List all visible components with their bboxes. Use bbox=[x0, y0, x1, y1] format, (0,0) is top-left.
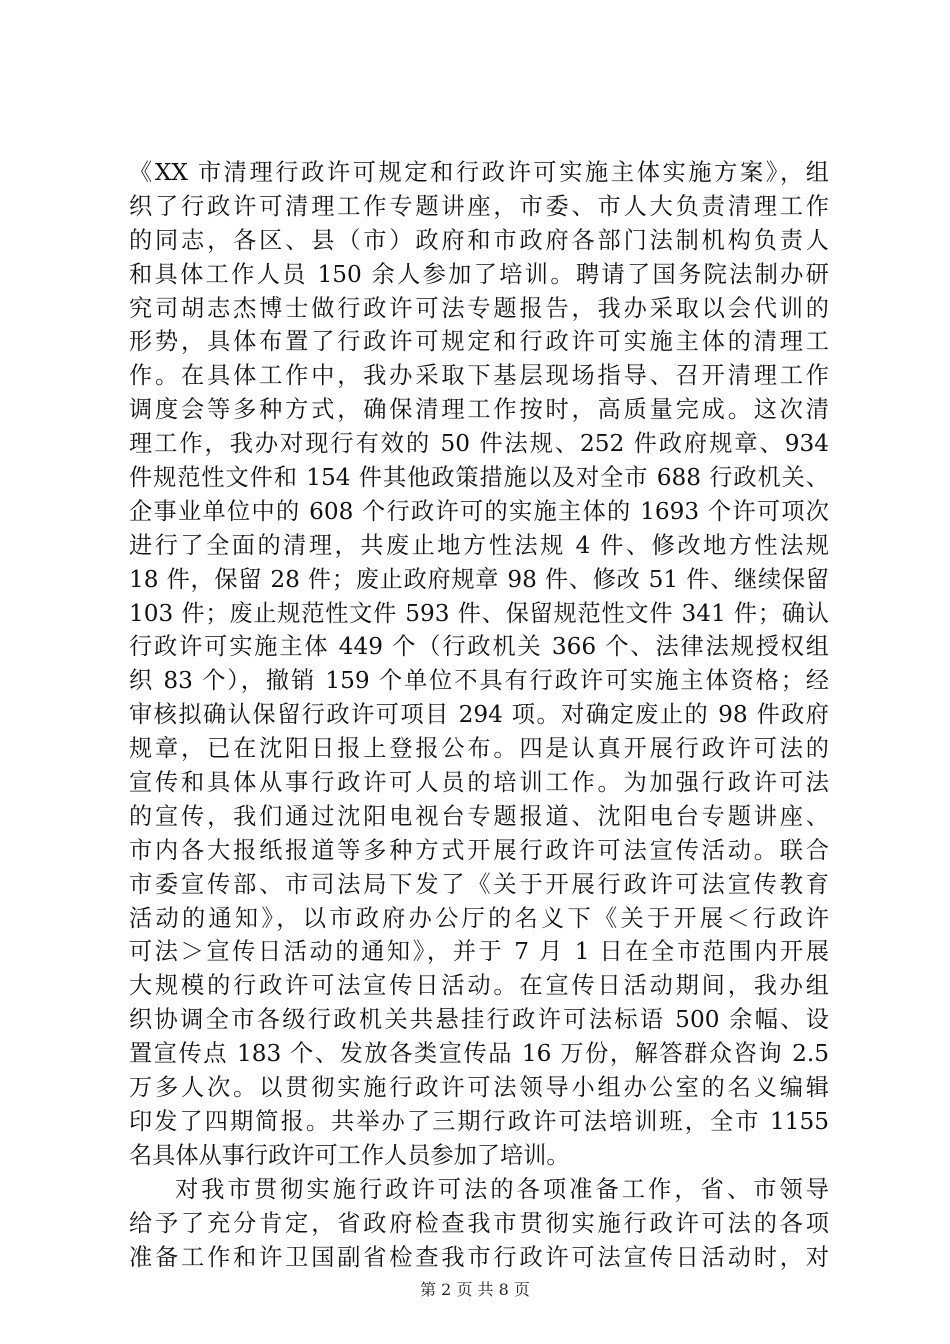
text-line: 作。在具体工作中，我办采取下基层现场指导、召开清理工作 bbox=[129, 362, 829, 390]
text-line: 对我市贯彻实施行政许可法的各项准备工作，省、市领导 bbox=[175, 1175, 829, 1203]
text-line: 市委宣传部、市司法局下发了《关于开展行政许可法宣传教育 bbox=[129, 870, 829, 898]
text-line: 织了行政许可清理工作专题讲座，市委、市人大负责清理工作 bbox=[129, 192, 829, 220]
text-line: 置宣传点 183 个、发放各类宣传品 16 万份，解答群众咨询 2.5 bbox=[129, 1040, 829, 1068]
text-line: 名具体从事行政许可工作人员参加了培训。 bbox=[129, 1141, 570, 1169]
text-line: 印发了四期简报。共举办了三期行政许可法培训班，全市 1155 bbox=[129, 1107, 829, 1135]
text-line: 调度会等多种方式，确保清理工作按时，高质量完成。这次清 bbox=[129, 396, 829, 424]
text-line: 准备工作和许卫国副省检查我市行政许可法宣传日活动时，对 bbox=[129, 1243, 829, 1271]
text-line: 大规模的行政许可法宣传日活动。在宣传日活动期间，我办组 bbox=[129, 972, 829, 1000]
text-line: 18 件，保留 28 件；废止政府规章 98 件、修改 51 件、继续保留 bbox=[129, 565, 829, 593]
text-line: 行政许可实施主体 449 个（行政机关 366 个、法律法规授权组 bbox=[129, 633, 829, 661]
text-line: 究司胡志杰博士做行政许可法专题报告，我办采取以会代训的 bbox=[129, 294, 829, 322]
text-line: 织 83 个），撤销 159 个单位不具有行政许可实施主体资格；经 bbox=[129, 667, 829, 695]
text-line: 审核拟确认保留行政许可项目 294 项。对确定废止的 98 件政府 bbox=[129, 701, 829, 729]
text-line: 万多人次。以贯彻实施行政许可法领导小组办公室的名义编辑 bbox=[129, 1074, 829, 1102]
text-line: 规章，已在沈阳日报上登报公布。四是认真开展行政许可法的 bbox=[129, 735, 829, 763]
text-line: 宣传和具体从事行政许可人员的培训工作。为加强行政许可法 bbox=[129, 769, 829, 797]
page-footer: 第 2 页 共 8 页 bbox=[420, 1280, 530, 1299]
text-line: 形势，具体布置了行政许可规定和行政许可实施主体的清理工 bbox=[129, 328, 829, 356]
text-line: 理工作，我办对现行有效的 50 件法规、252 件政府规章、934 bbox=[129, 430, 829, 458]
text-line: 的宣传，我们通过沈阳电视台专题报道、沈阳电台专题讲座、 bbox=[129, 802, 829, 830]
text-line: 织协调全市各级行政机关共悬挂行政许可法标语 500 余幅、设 bbox=[129, 1006, 829, 1034]
text-line: 的同志，各区、县（市）政府和市政府各部门法制机构负责人 bbox=[129, 226, 829, 254]
text-line: 可法＞宣传日活动的通知》，并于 7 月 1 日在全市范围内开展 bbox=[129, 938, 829, 966]
text-line: 活动的通知》，以市政府办公厅的名义下《关于开展＜行政许 bbox=[129, 904, 829, 932]
text-line: 《XX 市清理行政许可规定和行政许可实施主体实施方案》，组 bbox=[129, 159, 829, 186]
text-line: 企事业单位中的 608 个行政许可的实施主体的 1693 个许可项次 bbox=[129, 497, 829, 525]
text-line: 给予了充分肯定，省政府检查我市贯彻实施行政许可法的各项 bbox=[129, 1209, 829, 1237]
text-line: 件规范性文件和 154 件其他政策措施以及对全市 688 行政机关、 bbox=[129, 464, 829, 492]
text-line: 和具体工作人员 150 余人参加了培训。聘请了国务院法制办研 bbox=[129, 260, 829, 288]
body-text bbox=[129, 156, 829, 1274]
text-line: 进行了全面的清理，共废止地方性法规 4 件、修改地方性法规 bbox=[129, 531, 829, 559]
text-line: 103 件；废止规范性文件 593 件、保留规范性文件 341 件；确认 bbox=[129, 599, 829, 627]
text-line: 市内各大报纸报道等多种方式开展行政许可法宣传活动。联合 bbox=[129, 836, 829, 864]
